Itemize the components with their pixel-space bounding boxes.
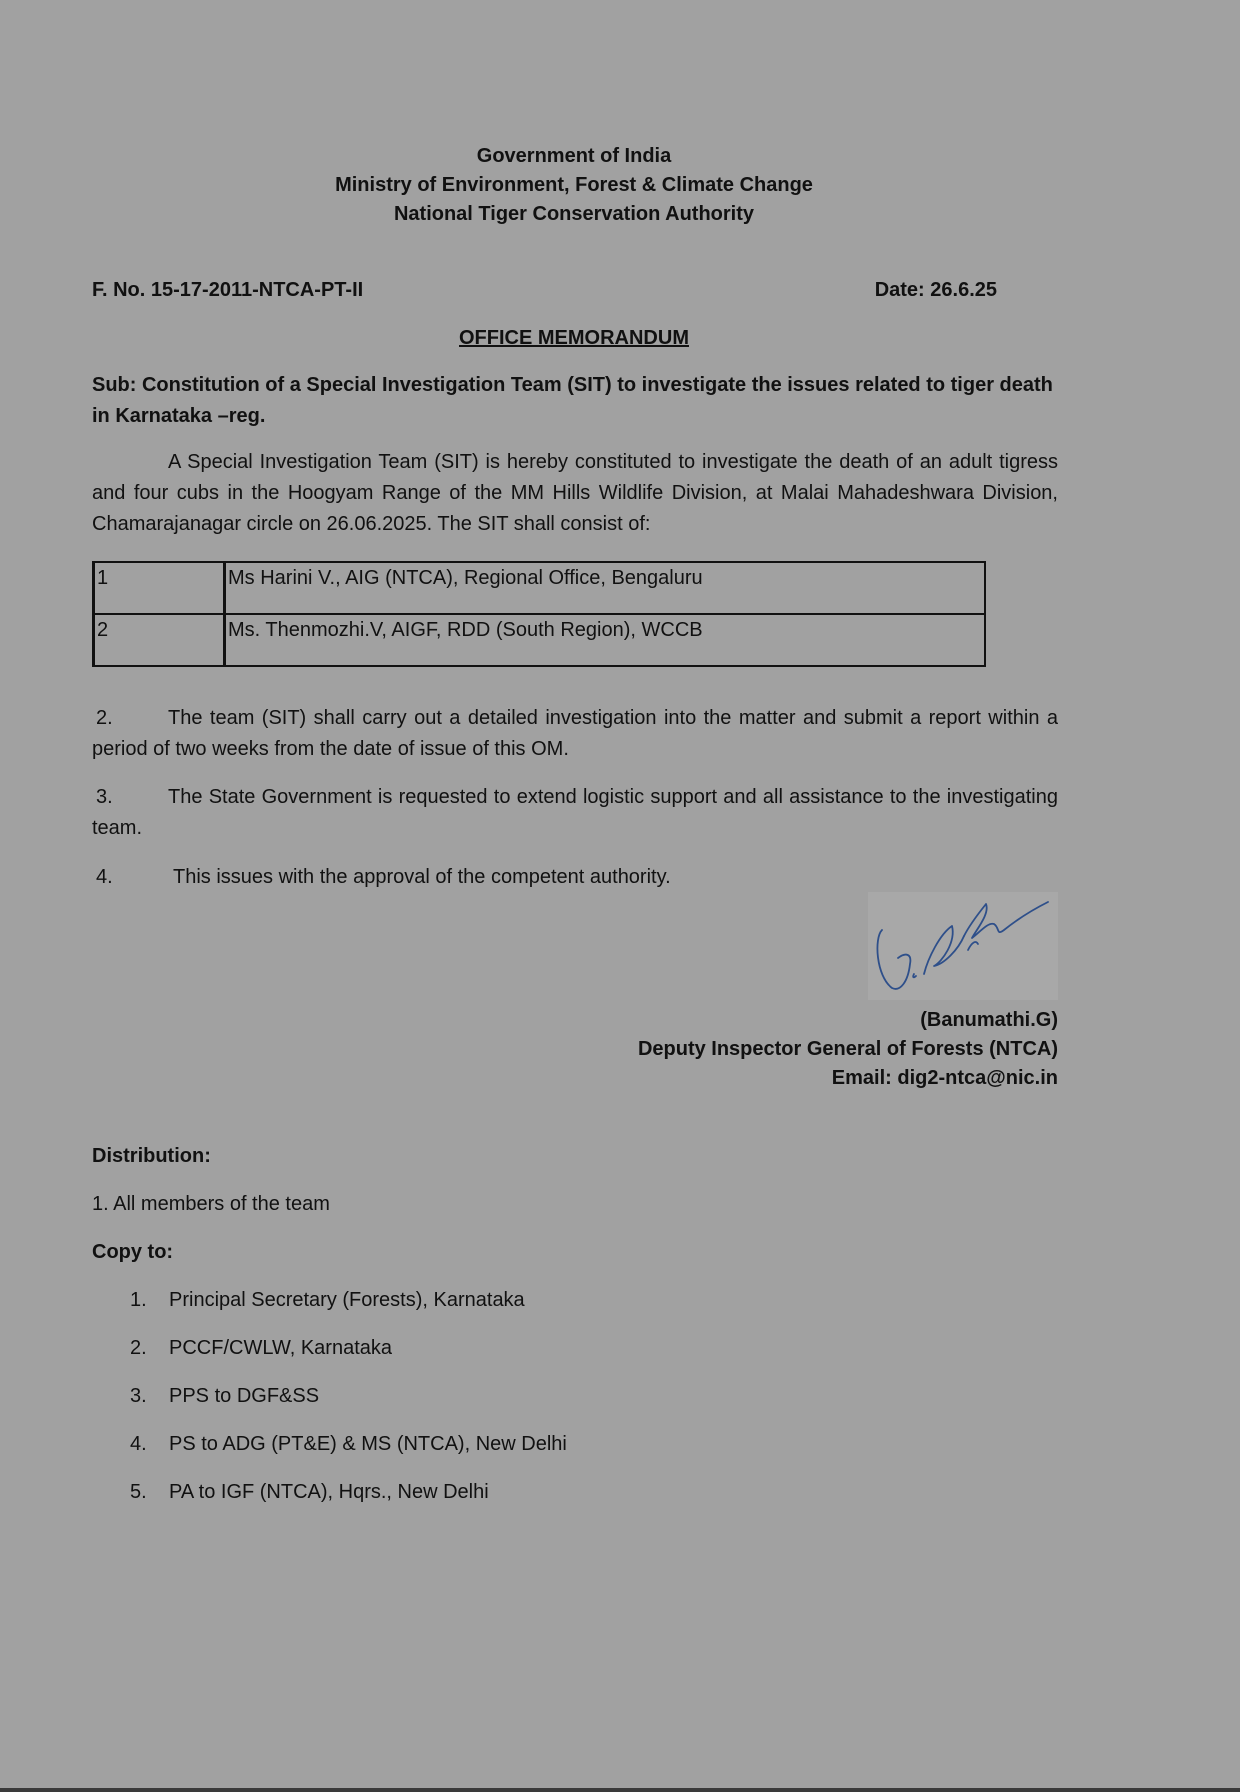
header-government: Government of India	[476, 145, 672, 167]
list-item	[130, 1382, 567, 1430]
list-item	[130, 1478, 567, 1526]
copy-to-label: Copy to:	[92, 1241, 174, 1263]
list-item	[130, 1286, 567, 1334]
intro-text: A Special Investigation Team (SIT) is hereby constituted to investigate the death of an adult tigress and four cubs in the Hoogyam Range of the MM Hills Wildlife Division, at Malai Mahadeshwara Division, Chamarajanagar circle on 26.06.2025. The SIT shall consist of:	[92, 451, 1058, 535]
document-header	[0, 142, 1148, 229]
list-text: PPS to DGF&SS	[169, 1385, 320, 1407]
table-row	[94, 614, 986, 666]
header-ministry: Ministry of Environment, Forest & Climate Change	[335, 174, 813, 196]
distribution-label: Distribution:	[92, 1145, 211, 1167]
intro-paragraph	[92, 447, 1058, 540]
memo-subject: Sub: Constitution of a Special Investigation Team (SIT) to investigate the issues related to tiger death in Karnataka –reg.	[92, 374, 1053, 427]
distribution-item: 1. All members of the team	[92, 1193, 330, 1215]
reference-line	[92, 276, 997, 304]
memo-date: Date: 26.6.25	[874, 279, 997, 301]
list-text: Principal Secretary (Forests), Karnataka	[169, 1289, 525, 1311]
paragraph-3	[92, 782, 1058, 844]
bottom-edge-bar	[0, 1788, 1240, 1792]
paragraph-2	[92, 703, 1058, 765]
member-name: Ms Harini V., AIG (NTCA), Regional Office, Bengaluru	[225, 562, 986, 614]
paragraph-text: This issues with the approval of the competent authority.	[173, 866, 671, 888]
signatory-block	[638, 1006, 1058, 1093]
list-number: 2.	[130, 1337, 147, 1359]
list-number: 4.	[130, 1433, 147, 1455]
table-row	[94, 562, 986, 614]
signatory-designation: Deputy Inspector General of Forests (NTCA)	[637, 1038, 1058, 1060]
list-number: 1.	[130, 1289, 147, 1311]
file-number: F. No. 15-17-2011-NTCA-PT-II	[92, 279, 364, 301]
list-text: PS to ADG (PT&E) & MS (NTCA), New Delhi	[169, 1433, 567, 1455]
header-authority: National Tiger Conservation Authority	[393, 203, 755, 225]
handwritten-signature	[868, 892, 1058, 1000]
signature-drawing	[868, 892, 1058, 1000]
list-item	[130, 1430, 567, 1478]
signatory-email: Email: dig2-ntca@nic.in	[831, 1067, 1058, 1089]
member-number: 2	[94, 614, 225, 666]
paragraph-number: 3.	[96, 786, 113, 808]
list-number: 3.	[130, 1385, 147, 1407]
memo-title: OFFICE MEMORANDUM	[459, 327, 689, 349]
paragraph-4	[92, 862, 1058, 893]
paragraph-number: 4.	[96, 866, 113, 888]
signatory-name: (Banumathi.G)	[920, 1009, 1058, 1031]
member-name: Ms. Thenmozhi.V, AIGF, RDD (South Region), WCCB	[225, 614, 986, 666]
sit-members-table	[92, 561, 986, 667]
list-number: 5.	[130, 1481, 147, 1503]
paragraph-number: 2.	[96, 707, 113, 729]
paragraph-text: The team (SIT) shall carry out a detailed investigation into the matter and submit a report within a period of two weeks from the date of issue of this OM.	[92, 707, 1058, 760]
list-text: PCCF/CWLW, Karnataka	[169, 1337, 393, 1359]
list-item	[130, 1334, 567, 1382]
list-text: PA to IGF (NTCA), Hqrs., New Delhi	[169, 1481, 489, 1503]
member-number: 1	[94, 562, 225, 614]
paragraph-text: The State Government is requested to extend logistic support and all assistance to the investigating team.	[92, 786, 1058, 839]
copy-to-list	[130, 1286, 567, 1526]
